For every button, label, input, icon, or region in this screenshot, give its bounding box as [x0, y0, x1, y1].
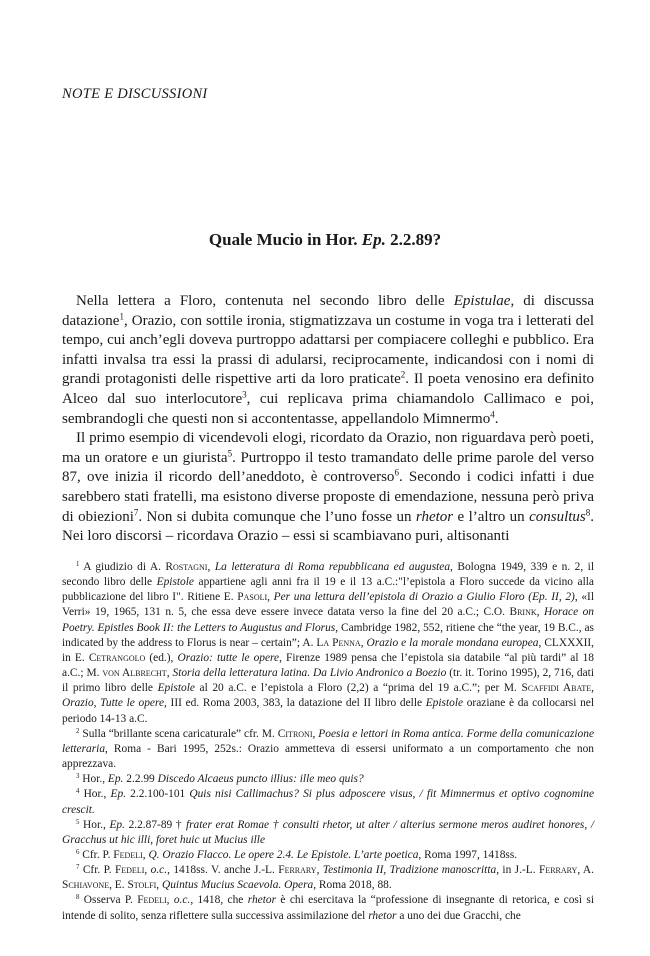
text-run: , Firenze 1989 pensa che l’epistola sia databile “al più tardi” al 18 a.C.; M. — [62, 651, 594, 680]
footnote-marker: 7 — [133, 507, 139, 518]
text-run: , — [142, 848, 149, 861]
text-run: , — [156, 879, 162, 892]
text-run: , Roma 1997, 1418ss. — [418, 848, 518, 861]
italic-text: rhetor — [247, 894, 277, 907]
italic-text: Epistole — [156, 576, 194, 589]
text-run: , — [312, 727, 319, 740]
footnote — [62, 772, 594, 787]
italic-text: o.c. — [150, 864, 168, 877]
author-name: Ferrary — [278, 864, 317, 877]
footnote — [62, 893, 594, 923]
text-run: al 20 a.C. e l’epistola a Floro (2,2) a “prima del 19 a.C.”; per M. — [194, 682, 522, 695]
title-italic: Ep. — [361, 230, 386, 249]
text-run: A giudizio di A. — [79, 561, 166, 573]
text-run: Cfr. P. — [79, 864, 115, 877]
footnote-marker: 8 — [585, 507, 591, 518]
italic-text: Orazio, Tutte le opere — [62, 697, 165, 710]
text-run: , A. — [577, 864, 594, 877]
author-name: Scaffidi Abate — [521, 682, 592, 695]
footnote-marker: 8 — [76, 894, 80, 902]
text-run: Hor., — [79, 818, 110, 831]
author-name: Pasoli — [237, 591, 268, 604]
italic-text: La letteratura di Roma repubblicana ed augustea — [214, 561, 451, 573]
footnote — [62, 848, 594, 863]
text-run: . Il poeta venosino era definito Alceo dal suo interlocutore — [62, 371, 594, 407]
italic-text: rhetor — [368, 909, 397, 922]
italic-text: rhetor — [415, 508, 454, 525]
footnote-marker: 1 — [119, 311, 124, 322]
author-name: La Penna — [316, 636, 361, 649]
italic-text: Ep. — [110, 788, 127, 801]
italic-text: Epistulae — [453, 293, 511, 309]
text-run: Hor., — [79, 773, 108, 786]
italic-text: o.c. — [173, 894, 191, 907]
title-text-end: 2.2.89? — [385, 230, 442, 249]
text-run: , CLXXXII, in E. — [62, 636, 595, 664]
italic-text: Discedo Alcaeus puncto illius: ille meo quis? — [157, 773, 364, 786]
footnote-marker: 2 — [76, 727, 80, 735]
text-run: , Bologna 1949, 339 e n. 2, il secondo libro delle — [62, 561, 594, 589]
footnote-marker: 6 — [76, 848, 80, 856]
text-run: Osserva P. — [79, 894, 138, 907]
author-name: Brink — [509, 606, 537, 619]
italic-text: consultus — [529, 508, 586, 525]
text-run: . Secondo i codici infatti i due sarebbero stati fratelli, ma esistono diverse proposte di emendazione, nessuna però priva di obiezioni — [62, 469, 594, 525]
footnote — [62, 727, 594, 772]
text-run: , E. — [109, 879, 128, 892]
author-name: Ferrary — [538, 864, 578, 877]
text-run: appartiene agli anni fra il 19 e il 13 a.C.:"l’epistola a Floro succede da vicino alla pubblicazione del libro I". Ritiene E. — [62, 576, 594, 604]
author-name: von Albrecht — [102, 667, 167, 680]
text-run: . — [494, 410, 499, 427]
author-name: Cetrangolo — [88, 651, 146, 664]
text-run: , — [591, 682, 595, 695]
footnote — [62, 818, 594, 848]
text-run: , III ed. Roma 2003, 383, la datazione del II libro delle — [164, 697, 426, 710]
text-run: , 1418ss. V. anche J.-L. — [167, 864, 279, 877]
text-run: , — [536, 606, 544, 619]
text-run: , — [316, 864, 323, 877]
text-run: oraziane è da collocarsi nel periodo 14-13 a.C. — [62, 697, 594, 725]
footnote-marker: 3 — [76, 773, 80, 781]
italic-text: Poesia e lettori in Roma antica. Forme della comunicazione letteraria — [62, 727, 595, 755]
text-run: , — [166, 894, 174, 907]
text-run: . Purtroppo il testo tramandato delle prime parole del verso 87, ove inizia il ricordo dell’aneddoto, è controverso — [62, 449, 595, 486]
article-title — [0, 230, 650, 250]
italic-text: frater erat Romae † consulti rhetor, ut alter / alterius sermone meros audiret honores, / Gracchus ut hic illi, foret huic ut Mucius ille — [62, 818, 594, 846]
text-run: , 1418, che — [190, 894, 248, 907]
footnote-marker: 4 — [490, 409, 495, 420]
text-run: 2.2.100-101 — [126, 788, 190, 801]
text-run: (ed.), — [145, 651, 178, 664]
text-run: Il primo esempio di vicendevoli elogi, ricordato da Orazio, non riguardava però poeti, ma un oratore e un giurista — [62, 430, 594, 466]
text-run: . Non si dubita comunque che l’uno fosse un — [138, 508, 416, 525]
text-run: e l’altro un — [453, 508, 530, 525]
author-name: Fedeli — [137, 894, 167, 907]
italic-text: Epistole — [425, 697, 464, 710]
footnotes — [62, 560, 594, 924]
text-run: . Nei loro discorsi – ricordava Orazio – essi si scambiavano puri, altisonanti — [62, 508, 594, 545]
author-name: Rostagni — [165, 561, 208, 573]
author-name: Stolfi — [127, 879, 157, 892]
italic-text: Ep. — [109, 818, 125, 831]
footnote-marker: 7 — [76, 864, 80, 872]
text-run: , Cambridge 1982, 552, ritiene che “the year, 19 B.C., as indicated by the address to Florus is near – certain”; A. — [62, 621, 594, 649]
footnote-marker: 2 — [400, 369, 406, 380]
title-text: Quale Mucio in Hor. — [208, 230, 362, 249]
italic-text: Quis nisi Callimachus? Si plus adposcere visus, / fit Mimnermus et optivo cognomine crescit. — [62, 788, 595, 816]
footnote-marker: 4 — [76, 788, 80, 796]
footnote-marker: 1 — [76, 560, 80, 568]
text-run: Cfr. P. — [79, 848, 114, 861]
text-run: , — [267, 591, 274, 604]
text-run: , di discussa datazione — [62, 293, 594, 329]
footnote-marker: 5 — [76, 818, 80, 826]
italic-text: Orazio: tutte le opere — [177, 651, 280, 664]
text-run: Nella lettera a Floro, contenuta nel secondo libro delle — [76, 293, 454, 309]
text-run: Sulla “brillante scena caricaturale” cfr. M. — [79, 727, 278, 740]
text-run: (tr. it. Torino 1995), 2, 716, dati il primo libro delle — [62, 667, 595, 695]
author-name: Fedeli — [113, 848, 143, 861]
text-run: , in J.-L. — [496, 864, 539, 877]
footnote-marker: 5 — [227, 448, 233, 459]
footnote — [62, 787, 594, 817]
text-run: , — [144, 864, 151, 877]
footnote-marker: 3 — [242, 389, 247, 400]
author-name: Schiavone — [62, 879, 110, 892]
body-text — [62, 292, 594, 547]
footnote — [62, 863, 594, 893]
text-run: , — [166, 667, 173, 680]
text-run: , Roma - Bari 1995, 252s.: Orazio ammetteva di essersi uniformato a un comportamento che non apprezzava. — [62, 742, 594, 771]
italic-text: Testimonia II, Tradizione manoscritta — [322, 864, 497, 877]
author-name: Fedeli — [114, 864, 145, 877]
text-run: , «Il Verri» 19, 1965, 131 n. 5, che essa deve essere invece datata verso la fine del 20 a.C.; C.O. — [62, 591, 594, 619]
text-run: , — [207, 561, 215, 573]
italic-text: Epistole — [157, 682, 195, 695]
text-run: a uno dei due Gracchi, che — [396, 909, 521, 922]
body-paragraph — [62, 292, 594, 429]
text-run: è chi esercitava la “professione di insegnante di retorica, e così si intende di solito, senza riflettere sulla successiva assimilazione del — [62, 894, 594, 922]
italic-text: Storia della letteratura latina. Da Livio Andronico a Boezio — [172, 667, 447, 680]
text-run: , Orazio, con sottile ironia, stigmatizzava un costume in voga tra i letterati del tempo, cui anch’egli doveva purtroppo adattarsi per compiacere colleghi e pubblico. Era infatti invalsa tra essi la prassi di adularsi, reciprocamente, indicandosi con i nomi di grandi protagonisti delle rispettive arti da loro praticate — [62, 312, 594, 388]
text-run: , Roma 2018, 88. — [313, 879, 392, 892]
italic-text: Horace on Poetry. Epistles Book II: the Letters to Augustus and Florus — [62, 606, 594, 634]
section-header: NOTE E DISCUSSIONI — [62, 86, 208, 102]
body-paragraph — [62, 429, 594, 547]
text-run: Hor., — [79, 788, 111, 801]
author-name: Citroni — [277, 727, 313, 740]
footnote — [62, 560, 594, 727]
italic-text: Orazio e la morale mondana europea — [366, 636, 539, 649]
footnote-marker: 6 — [394, 467, 399, 478]
italic-text: Per una lettura dell’epistola di Orazio a Giulio Floro (Ep. II, 2) — [273, 591, 575, 604]
text-run: 2.2.99 — [123, 773, 158, 786]
italic-text: Ep. — [107, 773, 124, 786]
text-run: 2.2.87-89 † — [124, 818, 186, 831]
text-run: , — [360, 636, 367, 649]
italic-text: Q. Orazio Flacco. Le opere 2.4. Le Epistole. L’arte poetica — [148, 848, 419, 861]
text-run: , cui replicava prima chiamandolo Callimaco e poi, sembrandogli che questi non si accontentasse, appellandolo Mimnermo — [62, 390, 594, 427]
italic-text: Quintus Mucius Scaevola. Opera — [162, 879, 314, 892]
